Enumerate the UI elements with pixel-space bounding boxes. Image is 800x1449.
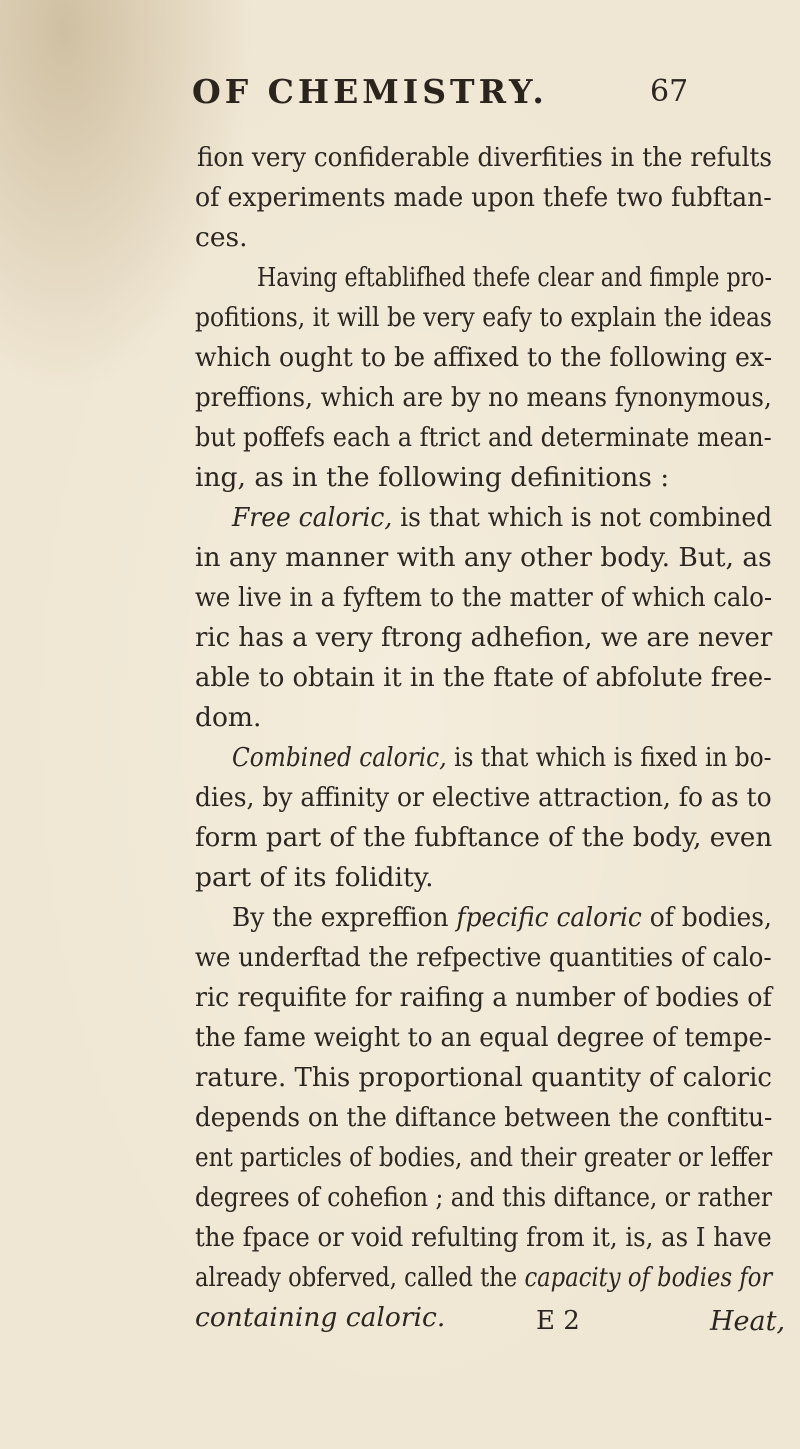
text-line: of experiments made upon thefe two fubftan- bbox=[195, 182, 772, 213]
definition-combined-caloric: Combined caloric, is that which is fixed in bo- bbox=[232, 742, 772, 773]
text-line: part of its folidity. bbox=[195, 862, 434, 893]
running-title: OF CHEMISTRY. bbox=[192, 72, 548, 111]
text-line: the fame weight to an equal degree of tempe- bbox=[195, 1022, 772, 1053]
page-number: 67 bbox=[650, 74, 689, 109]
text-line: ric has a very ftrong adhefion, we are never bbox=[195, 622, 773, 653]
definition-free-caloric: Free caloric, is that which is not combined bbox=[232, 502, 773, 533]
text-line: we underftad the refpective quantities of calo- bbox=[195, 942, 772, 973]
text-line: able to obtain it in the ftate of abfolute free- bbox=[195, 662, 772, 693]
text-line: in any manner with any other body. But, as bbox=[195, 542, 772, 573]
text-line: dies, by affinity or elective attraction, fo as to bbox=[195, 782, 772, 813]
text-line: ing, as in the following definitions : bbox=[195, 462, 670, 493]
signature-mark: E 2 bbox=[536, 1306, 580, 1336]
text-line: ent particles of bodies, and their greater or leffer bbox=[195, 1142, 773, 1173]
text-line: the fpace or void refulting from it, is, as I have bbox=[195, 1222, 772, 1253]
text-line: ric requifite for raifing a number of bodies of bbox=[195, 982, 772, 1013]
text-line: but poffefs each a ftrict and determinate mean- bbox=[195, 422, 772, 453]
catchword: Heat, bbox=[710, 1306, 786, 1337]
text-line: dom. bbox=[195, 702, 262, 733]
text-line: containing caloric. bbox=[195, 1302, 446, 1333]
text-line: already obferved, called the capacity of bodies for bbox=[195, 1262, 773, 1293]
text-line: fion very confiderable diverfities in the refults bbox=[197, 142, 773, 173]
text-line: Having eftablifhed thefe clear and fimple pro- bbox=[257, 262, 772, 293]
text-line: depends on the diftance between the conftitu- bbox=[195, 1102, 773, 1133]
text-line: form part of the fubftance of the body, even bbox=[195, 822, 773, 853]
text-line: we live in a fyftem to the matter of which calo- bbox=[195, 582, 773, 613]
text-line: ces. bbox=[195, 222, 248, 253]
text-line: rature. This proportional quantity of caloric bbox=[195, 1062, 772, 1093]
text-line: pofitions, it will be very eafy to explain the ideas bbox=[195, 302, 772, 333]
text-line: degrees of cohefion ; and this diftance, or rather bbox=[195, 1182, 773, 1213]
definition-specific-caloric: By the expreffion fpecific caloric of bodies, bbox=[232, 902, 772, 933]
text-line: which ought to be affixed to the following ex- bbox=[195, 342, 773, 373]
page-header bbox=[192, 72, 692, 122]
text-line: preffions, which are by no means fynonymous, bbox=[195, 382, 772, 413]
